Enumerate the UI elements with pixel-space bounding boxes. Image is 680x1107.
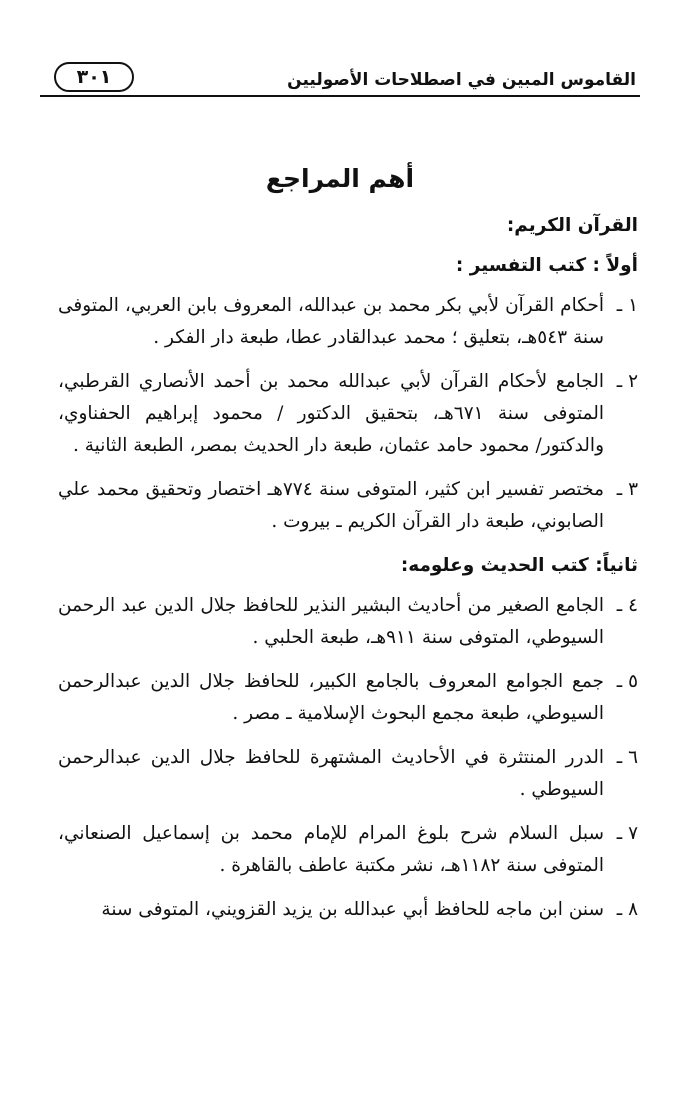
- page-header: [40, 62, 640, 100]
- header-rule: [40, 95, 640, 97]
- reference-entry: [58, 474, 638, 538]
- entry-text: الجامع الصغير من أحاديث البشير النذير للحافظ جلال الدين عبد الرحمن السيوطي، المتوفى سنة ٩١١هـ، طبعة الحلبي .: [58, 595, 604, 648]
- reference-entry: [58, 894, 638, 926]
- reference-entry: [58, 742, 638, 806]
- reference-entry: [58, 366, 638, 462]
- entry-text: جمع الجوامع المعروف بالجامع الكبير، للحافظ جلال الدين عبدالرحمن السيوطي، طبعة مجمع البحوث الإسلامية ـ مصر .: [58, 671, 604, 724]
- entry-number: ٣ ـ: [616, 479, 638, 500]
- section-heading-hadith: ثانياً: كتب الحديث وعلومه:: [400, 555, 638, 576]
- entry-number: ٨ ـ: [616, 899, 638, 920]
- entry-number: ٧ ـ: [616, 823, 638, 844]
- entry-text: أحكام القرآن لأبي بكر محمد بن عبدالله، المعروف بابن العربي، المتوفى سنة ٥٤٣هـ، بتعليق ؛ محمد عبدالقادر عطا، طبعة دار الفكر .: [58, 295, 604, 348]
- entry-text: سنن ابن ماجه للحافظ أبي عبدالله بن يزيد القزويني، المتوفى سنة: [101, 899, 604, 920]
- page-title: أهم المراجع: [265, 164, 415, 193]
- entry-number: ٤ ـ: [616, 595, 638, 616]
- entry-text: مختصر تفسير ابن كثير، المتوفى سنة ٧٧٤هـ اختصار وتحقيق محمد علي الصابوني، طبعة دار القرآن الكريم ـ بيروت .: [58, 479, 604, 532]
- entry-text: سبل السلام شرح بلوغ المرام للإمام محمد بن إسماعيل الصنعاني، المتوفى سنة ١١٨٢هـ، نشر مكتبة عاطف بالقاهرة .: [58, 823, 604, 876]
- entry-number: ٦ ـ: [616, 747, 638, 768]
- reference-entry: [58, 590, 638, 654]
- reference-entry: [58, 666, 638, 730]
- entry-text: الدرر المنتثرة في الأحاديث المشتهرة للحافظ جلال الدين عبدالرحمن السيوطي .: [58, 747, 604, 800]
- page-number: ٣٠١: [54, 62, 134, 92]
- entry-number: ١ ـ: [616, 295, 638, 316]
- entry-number: ٢ ـ: [616, 371, 638, 392]
- entry-text: الجامع لأحكام القرآن لأبي عبدالله محمد بن أحمد الأنصاري القرطبي، المتوفى سنة ٦٧١هـ، بتحقيق الدكتور / محمود إبراهيم الحفناوي، والدكتور/ محمود حامد عثمان، طبعة دار الحديث بمصر، الطبعة الثانية .: [58, 371, 605, 456]
- section-heading-tafsir: أولاً : كتب التفسير :: [455, 255, 638, 276]
- running-title: القاموس المبين في اصطلاحات الأصوليين: [287, 70, 636, 90]
- references-list: [58, 210, 638, 938]
- reference-entry: [58, 818, 638, 882]
- entry-number: ٥ ـ: [616, 671, 638, 692]
- reference-entry: [58, 290, 638, 354]
- section-heading-quran: القرآن الكريم:: [506, 215, 638, 236]
